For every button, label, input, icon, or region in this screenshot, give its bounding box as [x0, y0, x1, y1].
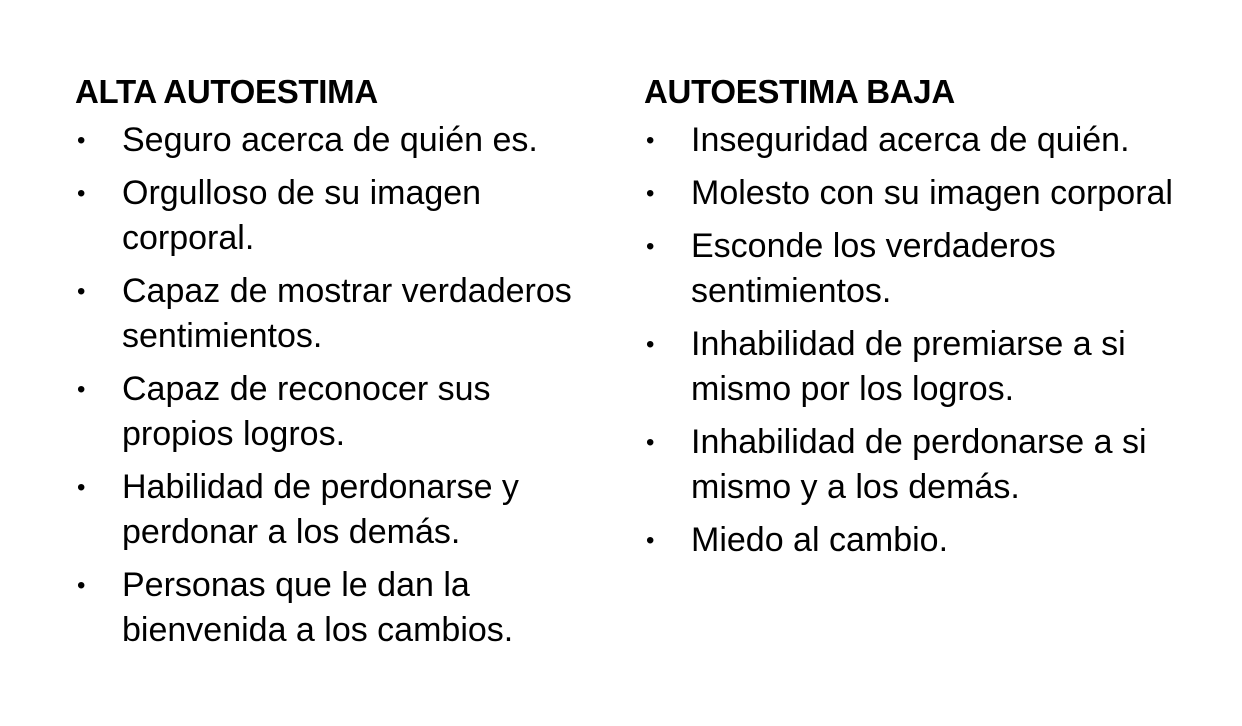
list-item: [644, 420, 1189, 510]
list-item-text: Seguro acerca de quién es.: [122, 121, 538, 159]
list-item: [644, 171, 1189, 216]
list-item-text: Inhabilidad de perdonarse a si mismo y a los demás.: [691, 423, 1147, 506]
list-item: [75, 171, 595, 261]
list-item: [75, 465, 595, 555]
bullet-icon: •: [646, 127, 655, 154]
bullet-icon: •: [646, 527, 655, 554]
bullet-icon: •: [646, 180, 655, 207]
list-item-text: Molesto con su imagen corporal: [691, 174, 1173, 212]
list-item-text: Capaz de reconocer sus propios logros.: [122, 370, 491, 453]
list-item-text: Orgulloso de su imagen corporal.: [122, 174, 482, 257]
list-item: [75, 367, 595, 457]
low-self-esteem-list: [644, 118, 1189, 563]
list-item: [644, 518, 1189, 563]
list-item: [644, 224, 1189, 314]
list-item: [644, 322, 1189, 412]
low-self-esteem-column: [644, 72, 1189, 571]
list-item: [75, 269, 595, 359]
bullet-icon: •: [646, 331, 655, 358]
list-item-text: Habilidad de perdonarse y perdonar a los demás.: [122, 468, 519, 551]
bullet-icon: •: [77, 474, 86, 501]
list-item-text: Inseguridad acerca de quién.: [691, 121, 1130, 159]
bullet-icon: •: [77, 278, 86, 305]
high-self-esteem-heading: ALTA AUTOESTIMA: [75, 73, 378, 110]
list-item-text: Personas que le dan la bienvenida a los cambios.: [122, 566, 514, 649]
low-self-esteem-heading: AUTOESTIMA BAJA: [644, 73, 955, 110]
list-item: [75, 563, 595, 653]
list-item-text: Inhabilidad de premiarse a si mismo por los logros.: [691, 325, 1126, 408]
bullet-icon: •: [77, 376, 86, 403]
bullet-icon: •: [646, 233, 655, 260]
bullet-icon: •: [77, 180, 86, 207]
list-item-text: Miedo al cambio.: [691, 521, 949, 559]
high-self-esteem-list: [75, 118, 595, 653]
list-item: [75, 118, 595, 163]
high-self-esteem-column: [75, 72, 595, 661]
list-item: [644, 118, 1189, 163]
list-item-text: Esconde los verdaderos sentimientos.: [691, 227, 1056, 310]
list-item-text: Capaz de mostrar verdaderos sentimientos.: [122, 272, 572, 355]
bullet-icon: •: [77, 127, 86, 154]
bullet-icon: •: [646, 429, 655, 456]
bullet-icon: •: [77, 572, 86, 599]
